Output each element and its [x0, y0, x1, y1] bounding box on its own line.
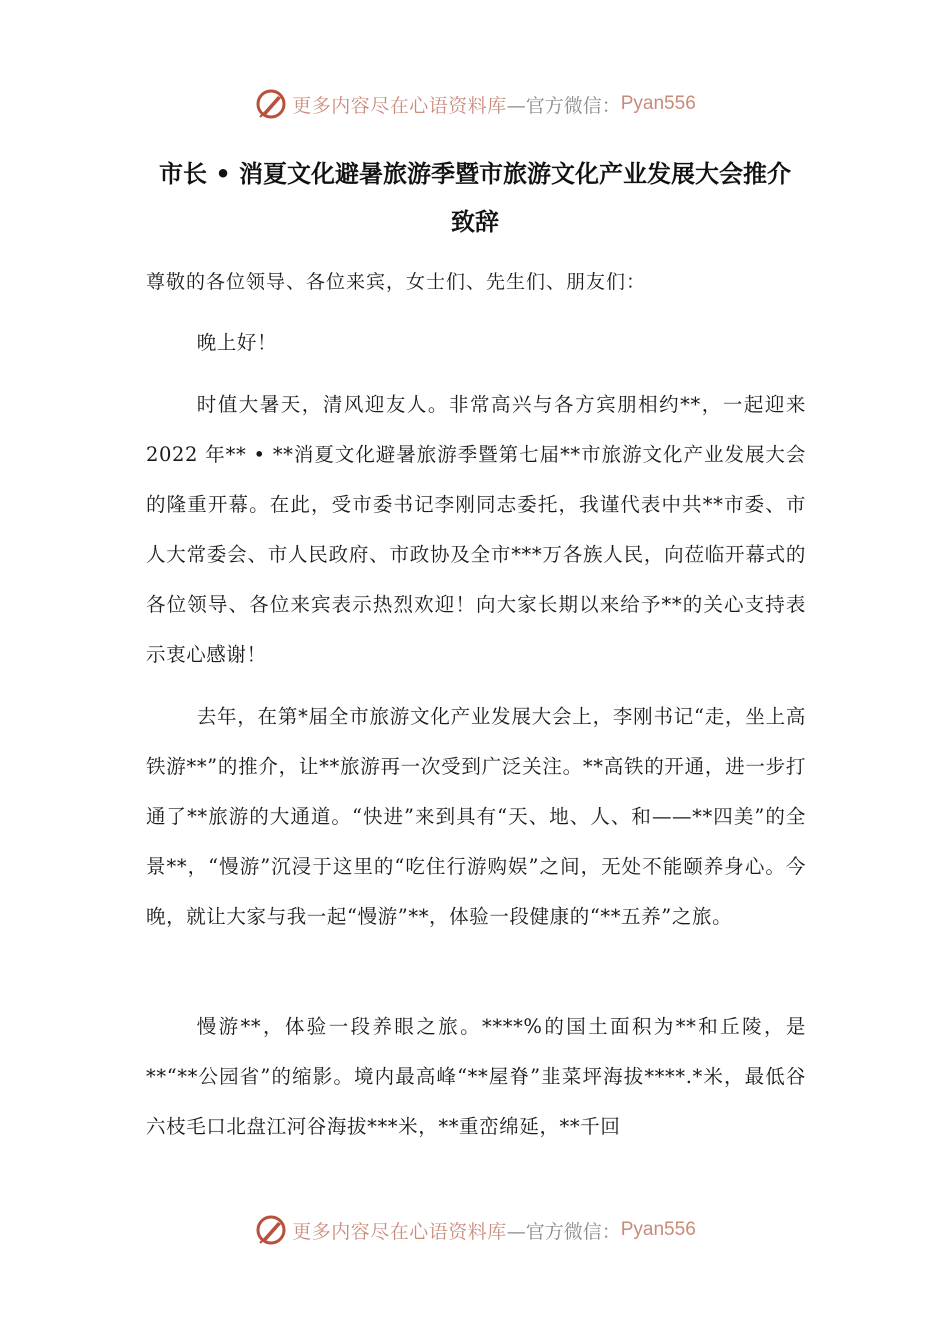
greeting-line: 尊敬的各位领导、各位来宾，女士们、先生们、朋友们：: [146, 271, 647, 293]
watermark-main-text: 更多内容尽在心语资料库: [292, 1220, 507, 1243]
header-watermark: [0, 84, 950, 124]
watermark-dash-text: —官方微信：: [506, 1220, 621, 1243]
paragraph-4: 慢游**，体验一段养眼之旅。****%的国土面积为**和丘陵，是**“**公园省”的缩影。境内最高峰“**屋脊”韭菜坪海拔****.*米，最低谷六枝毛口北盘江河谷海拔***米，**重峦绵延，**千回: [146, 1015, 806, 1138]
watermark-main-text: 更多内容尽在心语资料库: [292, 94, 507, 117]
quill-logo-icon: [254, 1213, 288, 1247]
paragraph-1: 晚上好！: [196, 331, 278, 354]
watermark-wechat-id: Pyan556: [620, 1219, 696, 1240]
paragraph-3: 去年，在第*届全市旅游文化产业发展大会上，李刚书记“走，坐上高铁游**”的推介，让**旅游再一次受到广泛关注。**高铁的开通，进一步打通了**旅游的大通道。“快进”来到具有“天、地、人、和——**四美”的全景**，“慢游”沉浸于这里的“吃住行游购娱”之间，无处不能颐养身心。今晚，就让大家与我一起“慢游”**，体验一段健康的“**五养”之旅。: [146, 705, 806, 928]
watermark-dash-text: —官方微信：: [506, 94, 621, 117]
quill-logo-icon: [254, 87, 288, 121]
paragraph-2: 时值大暑天，清风迎友人。非常高兴与各方宾朋相约**，一起迎来 2022 年** • **消夏文化避暑旅游季暨第七届**市旅游文化产业发展大会的隆重开幕。在此，受市委书记李刚同志委托，我谨代表中共**市委、市人大常委会、市人民政府、市政协及全市***万各族人民，向莅临开幕式的各位领导、各位来宾表示热烈欢迎！向大家长期以来给予**的关心支持表示衷心感谢！: [146, 393, 806, 666]
footer-watermark: [0, 1210, 950, 1250]
document-title: 市长 • 消夏文化避暑旅游季暨市旅游文化产业发展大会推介致辞: [158, 160, 792, 236]
watermark-wechat-id: Pyan556: [620, 93, 696, 114]
